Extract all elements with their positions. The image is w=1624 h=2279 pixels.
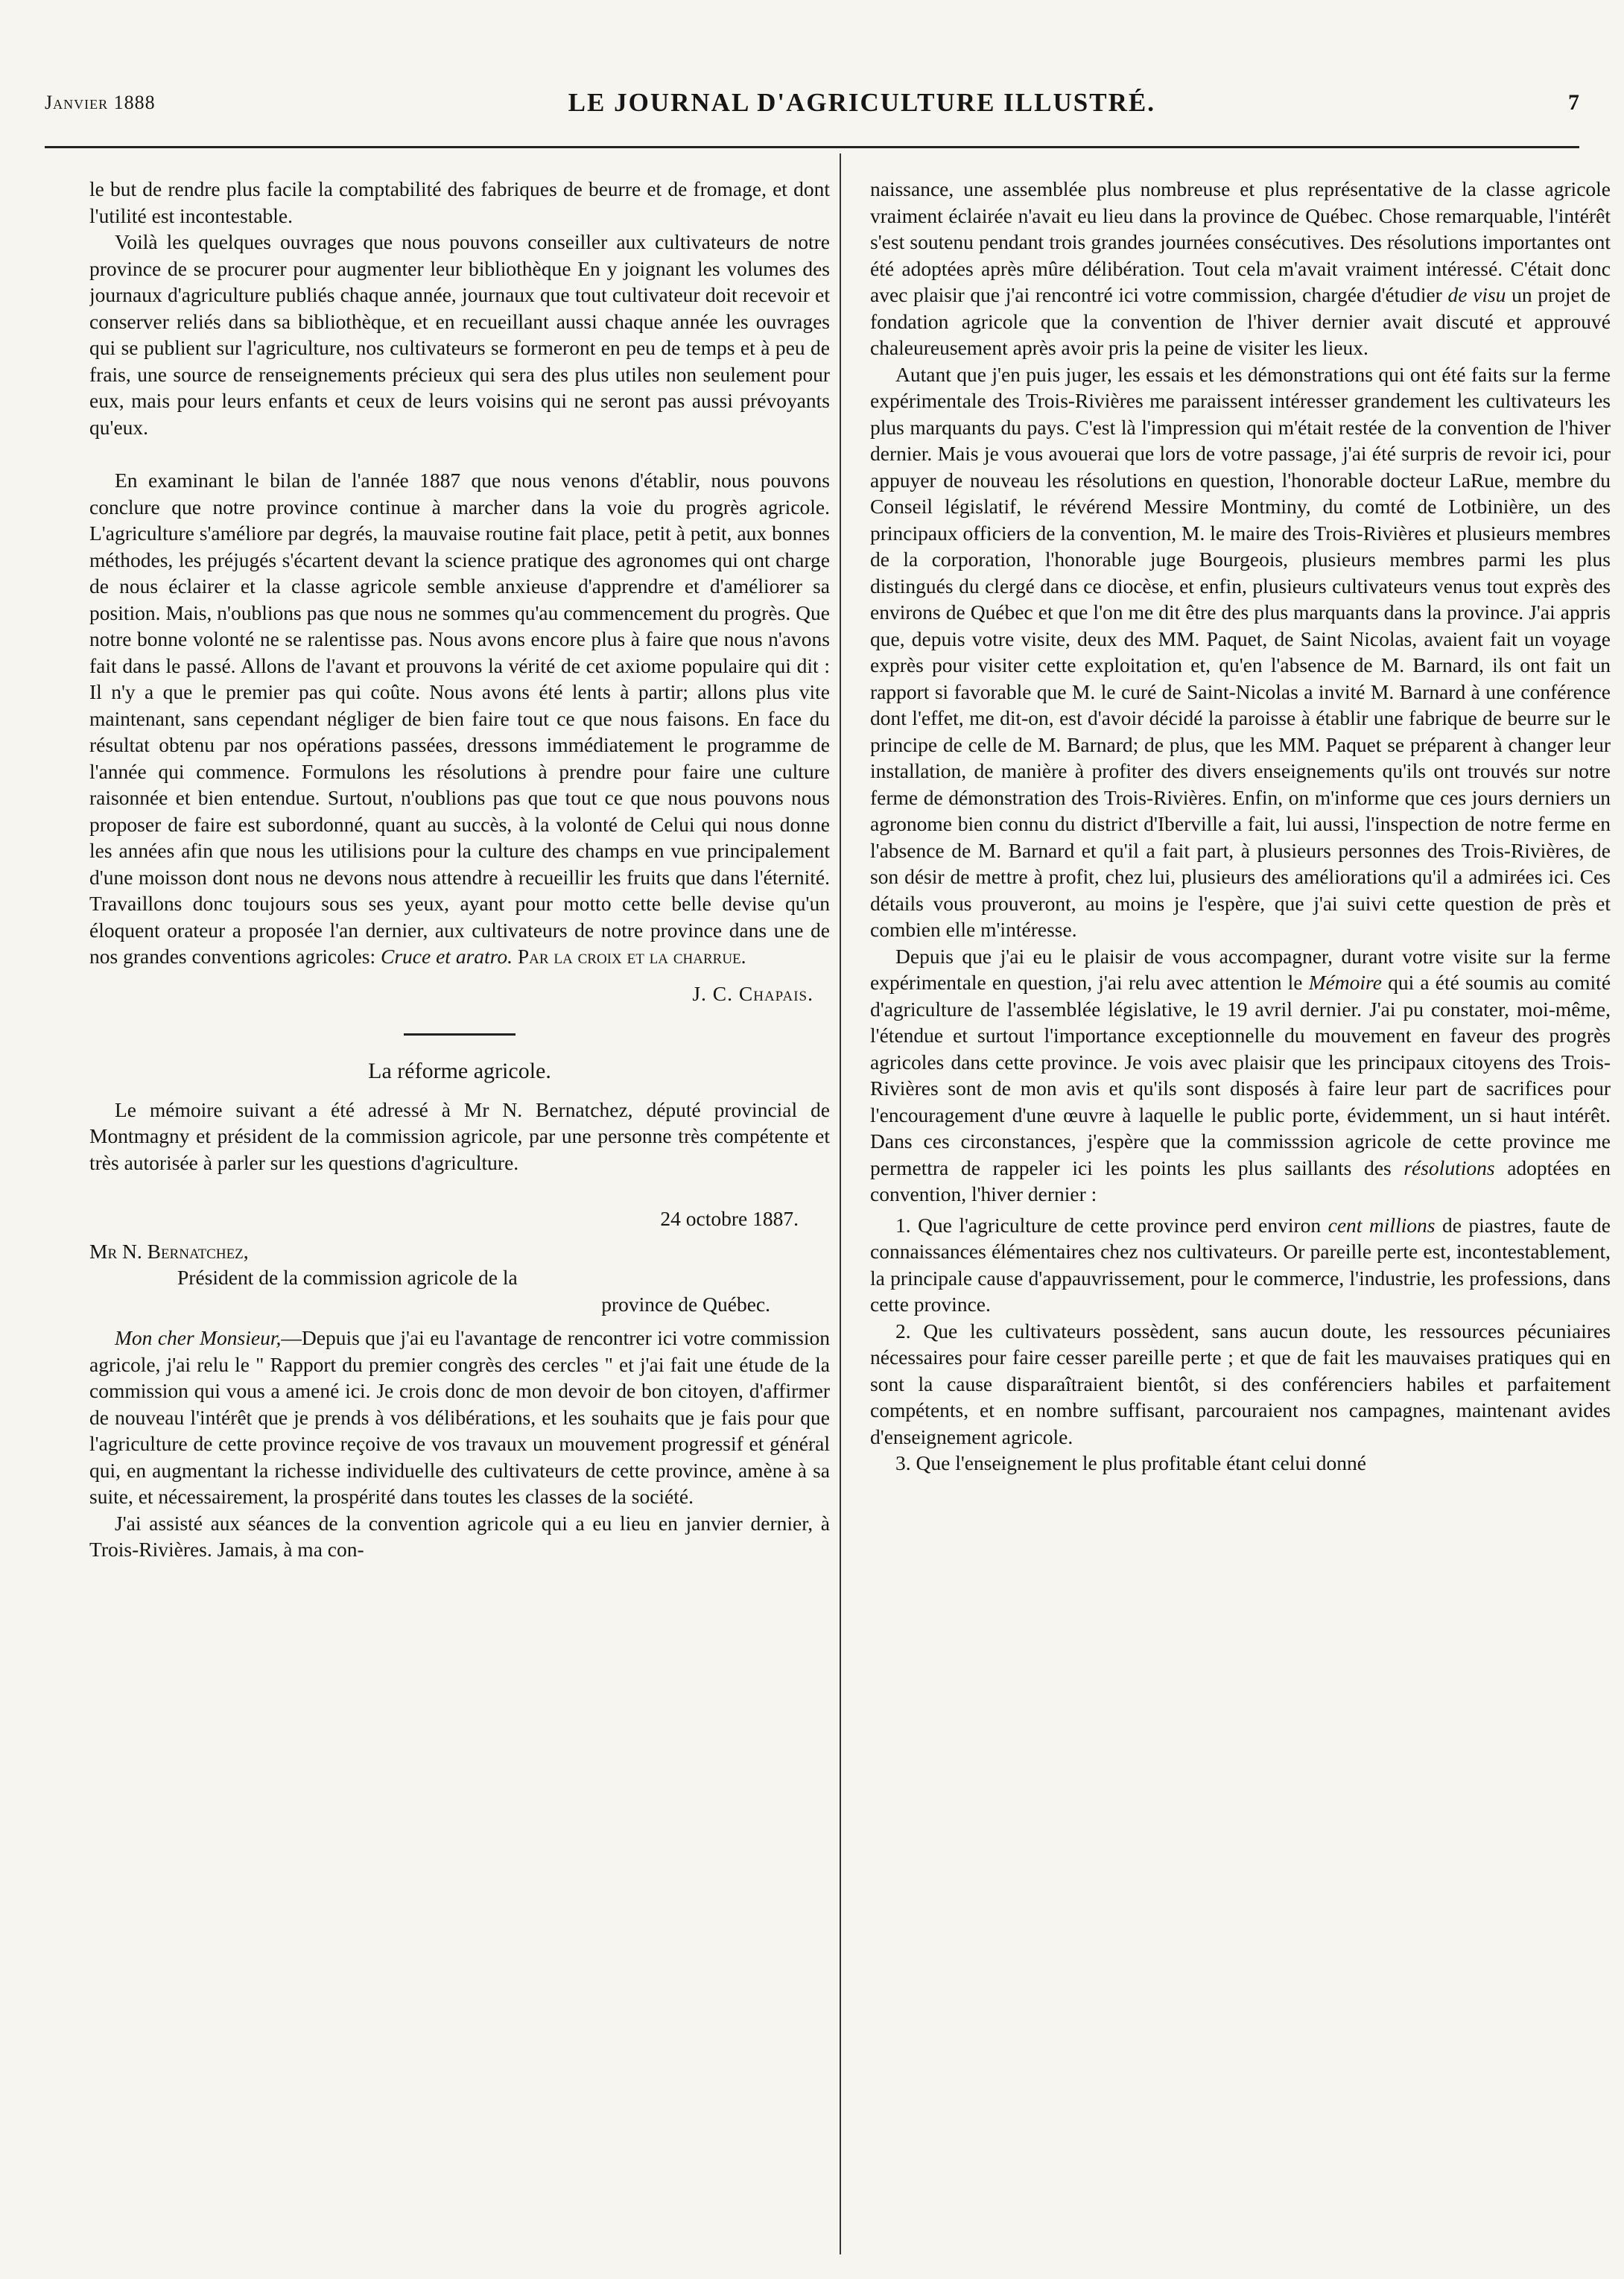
paragraph: le but de rendre plus facile la comptabilité des fabriques de beurre et de fromage, et dont l'utilité est incontestable.: [89, 177, 830, 227]
resolution-list: [870, 1212, 1611, 1477]
paragraph: Voilà les quelques ouvrages que nous pouvons conseiller aux cultivateurs de notre province de se procurer pour augmenter leur bibliothèque En y joignant les volumes des journaux d'agriculture publiés chaque année, journaux que tout cultivateur doit recevoir et conserver reliés dans sa bibliothèque, et en recueillant aussi chaque année les ouvrages qui se publient sur l'agriculture, nos cultivateurs se formeront en peu de temps et à peu de frais, une source de renseignements précieux qui sera des plus utiles non seulement pour eux, mais pour leurs enfants et ceux de leurs voisins qui ne seront pas aussi prévoyants qu'eux.: [89, 230, 830, 439]
journal-title: LE JOURNAL D'AGRICULTURE ILLUSTRÉ.: [568, 88, 1155, 117]
salutation: Mon cher Monsieur,: [115, 1326, 282, 1349]
latin-motto: Cruce et aratro.: [381, 945, 513, 968]
addressee-title: Président de la commission agricole de la: [177, 1266, 518, 1289]
paragraph-text: qui a été soumis au comité d'agriculture de l'assemblée législative, le 19 avril dernier. J'ai pu constater, moi-même, l'étendue et surtout l'importance exceptionnelle du mouvement en faveur des progrès agricoles dans cette province. Je vois avec plaisir que les principaux citoyens des Trois-Rivières sont de mon avis et qu'ils sont disposés à faire leur part de sacrifices pour l'encouragement d'une œuvre à laquelle le public porte, évidemment, un si haut intérêt. Dans ces circonstances, j'espère que la commisssion agricole de cette province me permettra de rappeler ici les points les plus saillants des: [870, 971, 1611, 1179]
list-item-text: 1. Que l'agriculture de cette province perd environ: [895, 1213, 1322, 1237]
paragraph: [870, 943, 1611, 1208]
spacer: [89, 440, 830, 467]
list-item: 2. Que les cultivateurs possèdent, sans aucun doute, les ressources pécuniaires nécessaires pour faire cesser pareille perte ; et que de fait les mauvaises pratiques qui en sont la cause disparaîtraient bientôt, si des conférenciers habiles et parfaitement compétents, et en nombre suffisant, parcouraient nos campagnes, maintenant avides d'enseignement agricole.: [870, 1319, 1611, 1448]
issue-date: Janvier 1888: [45, 92, 156, 113]
paragraph-text: Depuis que j'ai eu le plaisir de vous accompagner, durant votre visite sur la ferme expérimentale en question, j'ai relu avec attention le: [870, 944, 1611, 994]
paragraph: J'ai assisté aux séances de la convention agricole qui a eu lieu en janvier dernier, à Trois-Rivières. Jamais, à ma con-: [89, 1511, 830, 1561]
italic-phrase: résolutions: [1403, 1156, 1495, 1179]
page-number: 7: [1568, 90, 1579, 115]
list-item: [870, 1212, 1611, 1318]
paragraph: [89, 1325, 830, 1510]
list-item-text: de piastres, faute de connaissances élémentaires chez nos cultivateurs. Or pareille perte est, incontestablement, la principale cause d'appauvrissement, pour le commerce, l'industrie, les professions, dans cette province.: [870, 1213, 1611, 1316]
paragraph: [870, 176, 1611, 361]
paragraph: Le mémoire suivant a été adressé à Mr N. Bernatchez, député provincial de Montmagny et président de la commission agricole, par une personne très compétente et très autorisée à parler sur les questions d'agriculture.: [89, 1097, 830, 1174]
italic-phrase: de visu: [1447, 283, 1506, 306]
column-divider: [840, 153, 841, 2254]
author-signature: J. C. Chapais.: [692, 981, 813, 1005]
italic-phrase: Mémoire: [1308, 971, 1382, 994]
paragraph-text: un projet de fondation agricole que la convention de l'hiver dernier avait discuté et approuvé chaleureusement après avoir pris la peine de visiter les lieux.: [870, 283, 1611, 359]
paragraph-text: —Depuis que j'ai eu l'avantage de rencontrer ici votre commission agricole, j'ai relu le " Rapport du premier congrès des cercles " et j'ai fait une étude de la commission qui vous a amené ici. Je crois donc de mon devoir de bon citoyen, d'affirmer de nouveau l'intérêt que je prends à vos délibérations, et les souhaits que je fais pour que l'agriculture de cette province reçoive de vos travaux un mouvement progressif et général qui, en augmentant la richesse individuelle des cultivateurs de cette province, amène à sa suite, et nécessairement, la prospérité dans toutes les classes de la société.: [89, 1326, 830, 1508]
paragraph: Autant que j'en puis juger, les essais et les démonstrations qui ont été faits sur la ferme expérimentale des Trois-Rivières me paraissent intéresser grandement les cultivateurs les plus marquants du pays. C'est là l'impression qui m'était restée de la convention de l'hiver dernier. Mais je vous avouerai que lors de votre passage, j'ai été surpris de revoir ici, pour appuyer de nouveau les résolutions en question, l'honorable docteur LaRue, membre du Conseil législatif, le révérend Messire Montminy, du comté de Lotbinière, un des principaux officiers de la convention, M. le maire des Trois-Rivières et plusieurs membres de la corporation, l'honorable juge Bourgeois, plusieurs membres parmi les plus distingués du clergé dans ce diocèse, et enfin, plusieurs cultivateurs venus tout exprès des environs de Québec et que l'on me dit être des plus marquants dans la province. J'ai appris que, depuis votre visite, deux des MM. Paquet, de Saint Nicolas, avaient fait un voyage exprès pour visiter cette exploitation et, qu'en l'absence de M. Barnard, ils ont fait un rapport si favorable que M. le curé de Saint-Nicolas a invité M. Barnard à une conférence dont l'effet, me dit-on, est d'avoir décidé la paroisse à établir une fabrique de beurre sur le principe de celle de M. Barnard; de plus, que les MM. Paquet se préparent à changer leur installation, de manière à profiter des divers enseignements qu'ils ont trouvés sur notre ferme de démonstration des Trois-Rivières. Enfin, on m'informe que ces jours derniers un agronome bien connu du district d'Iberville a fait, lui aussi, l'inspection de notre ferme en l'absence de M. Barnard et qu'il a fait part, à plusieurs personnes des Trois-Rivières, de son désir de mettre à profit, chez lui, plusieurs des améliorations qu'il a admirées ici. Ces détails vous prouveront, au moins je l'espère, que j'ai suivi cette question de près et combien elle m'intéresse.: [870, 362, 1611, 941]
paragraph-text: adoptées en convention, l'hiver dernier :: [870, 1156, 1611, 1205]
right-column: [870, 176, 1611, 2254]
section-separator: [404, 1033, 516, 1036]
header-rule: [45, 146, 1579, 148]
page-header: [45, 80, 1579, 125]
addressee-name: Mr N. Bernatchez,: [89, 1239, 249, 1263]
italic-phrase: cent millions: [1328, 1213, 1436, 1237]
paragraph-text: En examinant le bilan de l'année 1887 que nous venons d'établir, nous pouvons conclure que notre province continue à marcher dans la voie du progrès agricole. L'agriculture s'améliore par degrés, la mauvaise routine fait place, petit à petit, aux bonnes méthodes, les préjugés s'écartent devant la science pratique des agronomes qui ont charge de nous éclairer et la classe agricole semble anxieuse d'apprendre et d'améliorer sa position. Mais, n'oublions pas que nous ne sommes qu'au commencement du progrès. Que notre bonne volonté ne se ralentisse pas. Nous avons encore plus à faire que nous n'avons fait dans le passé. Allons de l'avant et prouvons la vérité de cet axiome populaire qui dit : Il n'y a que le premier pas qui coûte. Nous avons été lents à partir; allons plus vite maintenant, sans cependant négliger de bien faire tout ce que nous faisons. En face du résultat obtenu par nos opérations passées, dressons immédiatement le programme de l'année qui commence. Formulons les résolutions à prendre pour faire une culture raisonnée et bien entendue. Surtout, n'oublions pas que tout ce que nous pouvons nous proposer de faire est subordonné, quant au succès, à la volonté de Celui qui nous donne les années afin que nous les utilisions pour la culture des champs en vue principalement d'une moisson dont nous ne devons nous attendre à recueillir les fruits que dans l'éternité. Travaillons donc toujours sous ses yeux, ayant pour motto cette belle devise qu'un éloquent orateur a proposée l'an dernier, aux cultivateurs de notre province dans une de nos grandes conventions agricoles:: [89, 469, 830, 968]
letter-date: 24 octobre 1887.: [660, 1207, 799, 1230]
paragraph: [89, 467, 830, 970]
section-title: La réforme agricole.: [368, 1059, 551, 1083]
addressee-title-line2: province de Québec.: [601, 1292, 770, 1316]
motto-translation: Par la croix et la charrue.: [517, 945, 746, 968]
list-item: 3. Que l'enseignement le plus profitable étant celui donné: [895, 1451, 1366, 1474]
left-column: [89, 176, 830, 2254]
paragraph-text: naissance, une assemblée plus nombreuse et plus représentative de la classe agricole vraiment éclairée n'avait eu lieu dans la province de Québec. Chose remarquable, l'intérêt s'est soutenu pendant trois grandes journées consécutives. Des résolutions importantes ont été adoptées après mûre délibération. Tout cela m'avait vraiment intéressé. C'était donc avec plaisir que j'ai rencontré ici votre commission, chargée d'étudier: [870, 177, 1611, 306]
